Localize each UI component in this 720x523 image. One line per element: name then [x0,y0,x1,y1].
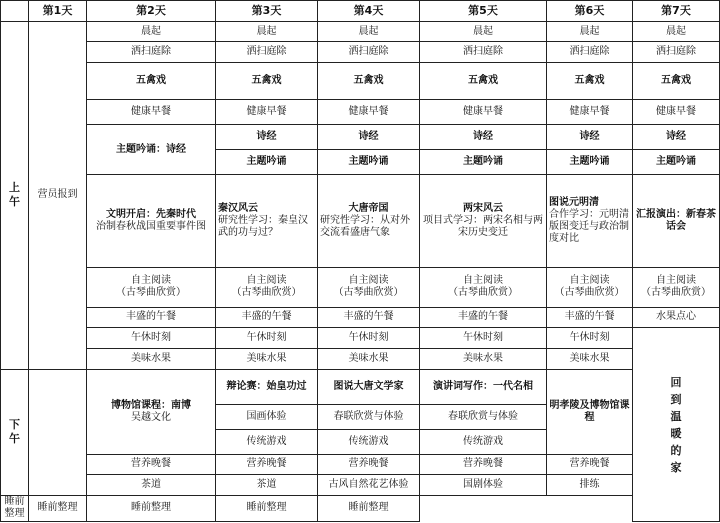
d3-reading [216,268,318,307]
d3-evening: 茶道 [216,475,318,496]
d4-af-title: 图说大唐文学家 [318,369,420,404]
d6-shijing: 诗经 [547,125,633,150]
d3-shijing: 诗经 [216,125,318,150]
d2-breakfast: 健康早餐 [87,100,216,125]
d4-read-a: 自主阅读 [348,275,389,287]
d3-theme: 主题吟诵 [216,150,318,175]
d4-study-title: 大唐帝国 [348,203,389,215]
d6-reading [547,268,633,307]
d3-fruit: 美味水果 [216,348,318,369]
d2-af-title: 博物馆课程：南博 [111,399,191,411]
d2-evening: 茶道 [87,475,216,496]
d3-read-a: 自主阅读 [246,275,287,287]
header-day4: 第4天 [318,1,420,22]
d5-study-title: 两宋风云 [463,203,503,215]
d5-sleep: 睡前整理 [216,495,318,521]
d2-nap: 午休时刻 [87,328,216,349]
d2-sleep: 睡前整理 [1,495,29,521]
d6-nap: 午休时刻 [547,328,633,349]
d5-study [420,174,547,267]
d6-wake: 晨起 [547,21,633,42]
header-blank [1,1,29,22]
d4-sleep: 睡前整理 [87,495,216,521]
d3-lunch: 丰盛的午餐 [216,307,318,328]
d6-sleep: 睡前整理 [318,495,420,521]
d2-study-title: 文明开启：先秦时代 [106,209,196,221]
d2-dinner: 营养晚餐 [87,454,216,475]
d6-study [547,174,633,267]
d3-af-title: 辩论赛：始皇功过 [216,369,318,404]
d4-evening: 古风自然花艺体验 [318,475,420,496]
d5-evening: 国剧体验 [420,475,547,496]
d6-clean: 洒扫庭除 [547,42,633,63]
d4-wake: 晨起 [318,21,420,42]
d5-lunch: 丰盛的午餐 [420,307,547,328]
d5-breakfast: 健康早餐 [420,100,547,125]
header-day5: 第5天 [420,1,547,22]
d3-dinner: 营养晚餐 [216,454,318,475]
d2-af-sub: 吴越文化 [131,411,171,423]
d4-reading [318,268,420,307]
d6-read-b: （古琴曲欣赏） [554,287,625,299]
d2-study-sub: 治制春秋战国重要事件图 [96,221,206,233]
d3-nap: 午休时刻 [216,328,318,349]
d4-af2: 春联欣赏与体验 [318,404,420,429]
d4-dinner: 营养晚餐 [318,454,420,475]
period-morning: 上 午 [1,21,29,369]
d3-study-sub: 研究性学习：秦皇汉武的功与过？ [218,215,308,239]
d4-nap: 午休时刻 [318,328,420,349]
d4-breakfast: 健康早餐 [318,100,420,125]
header-day3: 第3天 [216,1,318,22]
d5-clean: 洒扫庭除 [420,42,547,63]
d5-fruit: 美味水果 [420,348,547,369]
d2-fruit: 美味水果 [87,348,216,369]
day1-afternoon-blank [29,369,87,495]
d5-af2: 春联欣赏与体验 [420,404,547,429]
d6-study-sub: 合作学习：元明清版图变迁与政治制度对比 [549,209,629,245]
d6-wuqin: 五禽戏 [547,63,633,100]
d5-study-sub: 项目式学习：两宋名相与两宋历史变迁 [423,215,543,239]
header-row [1,1,720,22]
d2-reading [87,268,216,307]
period-afternoon: 下 午 [1,369,29,495]
d3-read-b: （古琴曲欣赏） [231,287,302,299]
d3-af2: 国画体验 [216,404,318,429]
d5-wake: 晨起 [420,21,547,42]
d7-wake: 晨起 [633,21,720,42]
d7-theme: 主题吟诵 [633,150,720,175]
header-day6: 第6天 [547,1,633,22]
d3-sleep: 睡前整理 [29,495,87,521]
d6-af-title: 明孝陵及博物馆课程 [547,369,633,454]
d3-study-title: 秦汉风云 [218,203,258,215]
d7-shijing: 诗经 [633,125,720,150]
d7-clean: 洒扫庭除 [633,42,720,63]
d6-theme: 主题吟诵 [547,150,633,175]
d4-theme: 主题吟诵 [318,150,420,175]
d5-reading [420,268,547,307]
d7-wuqin: 五禽戏 [633,63,720,100]
d4-fruit: 美味水果 [318,348,420,369]
d5-dinner: 营养晚餐 [420,454,547,475]
d7-noon-snack: 水果点心 [633,307,720,328]
d2-read-a: 自主阅读 [131,275,171,287]
d3-af3: 传统游戏 [216,429,318,454]
d4-read-b: （古琴曲欣赏） [333,287,404,299]
d5-nap: 午休时刻 [420,328,547,349]
d2-afternoon [87,369,216,454]
day1-registration: 营员报到 [29,21,87,369]
header-day1: 第1天 [29,1,87,22]
header-day7: 第7天 [633,1,720,22]
d6-evening: 排练 [547,475,633,496]
d5-theme: 主题吟诵 [420,150,547,175]
d4-study-sub: 研究性学习：从对外交流看盛唐气象 [320,215,410,239]
d4-wuqin: 五禽戏 [318,63,420,100]
d4-study [318,174,420,267]
d7-read-a: 自主阅读 [656,275,696,287]
d5-wuqin: 五禽戏 [420,63,547,100]
d6-dinner: 营养晚餐 [547,454,633,475]
d7-study: 汇报演出：新春茶话会 [633,174,720,267]
d6-read-a: 自主阅读 [569,275,610,287]
d4-af3: 传统游戏 [318,429,420,454]
d5-af-title: 演讲词写作：一代名相 [420,369,547,404]
d7-home: 回 到 温 暖 的 家 [633,328,720,522]
d2-clean: 洒扫庭除 [87,42,216,63]
d2-read-b: （古琴曲欣赏） [116,287,186,299]
d5-read-b: （古琴曲欣赏） [448,287,518,299]
d7-reading [633,268,720,307]
d4-clean: 洒扫庭除 [318,42,420,63]
d3-wake: 晨起 [216,21,318,42]
d6-fruit: 美味水果 [547,348,633,369]
d6-study-title: 图说元明清 [549,197,599,209]
d2-wuqin: 五禽戏 [87,63,216,100]
d6-lunch: 丰盛的午餐 [547,307,633,328]
d5-shijing: 诗经 [420,125,547,150]
d4-lunch: 丰盛的午餐 [318,307,420,328]
d2-theme-recite: 主题吟诵：诗经 [87,125,216,175]
d5-af3: 传统游戏 [420,429,547,454]
d7-breakfast: 健康早餐 [633,100,720,125]
d7-read-b: （古琴曲欣赏） [641,287,711,299]
d2-lunch: 丰盛的午餐 [87,307,216,328]
d3-clean: 洒扫庭除 [216,42,318,63]
d2-wake: 晨起 [87,21,216,42]
header-day2: 第2天 [87,1,216,22]
d6-breakfast: 健康早餐 [547,100,633,125]
d5-read-a: 自主阅读 [463,275,503,287]
d2-study [87,174,216,267]
d3-study [216,174,318,267]
d3-wuqin: 五禽戏 [216,63,318,100]
d3-breakfast: 健康早餐 [216,100,318,125]
d4-shijing: 诗经 [318,125,420,150]
